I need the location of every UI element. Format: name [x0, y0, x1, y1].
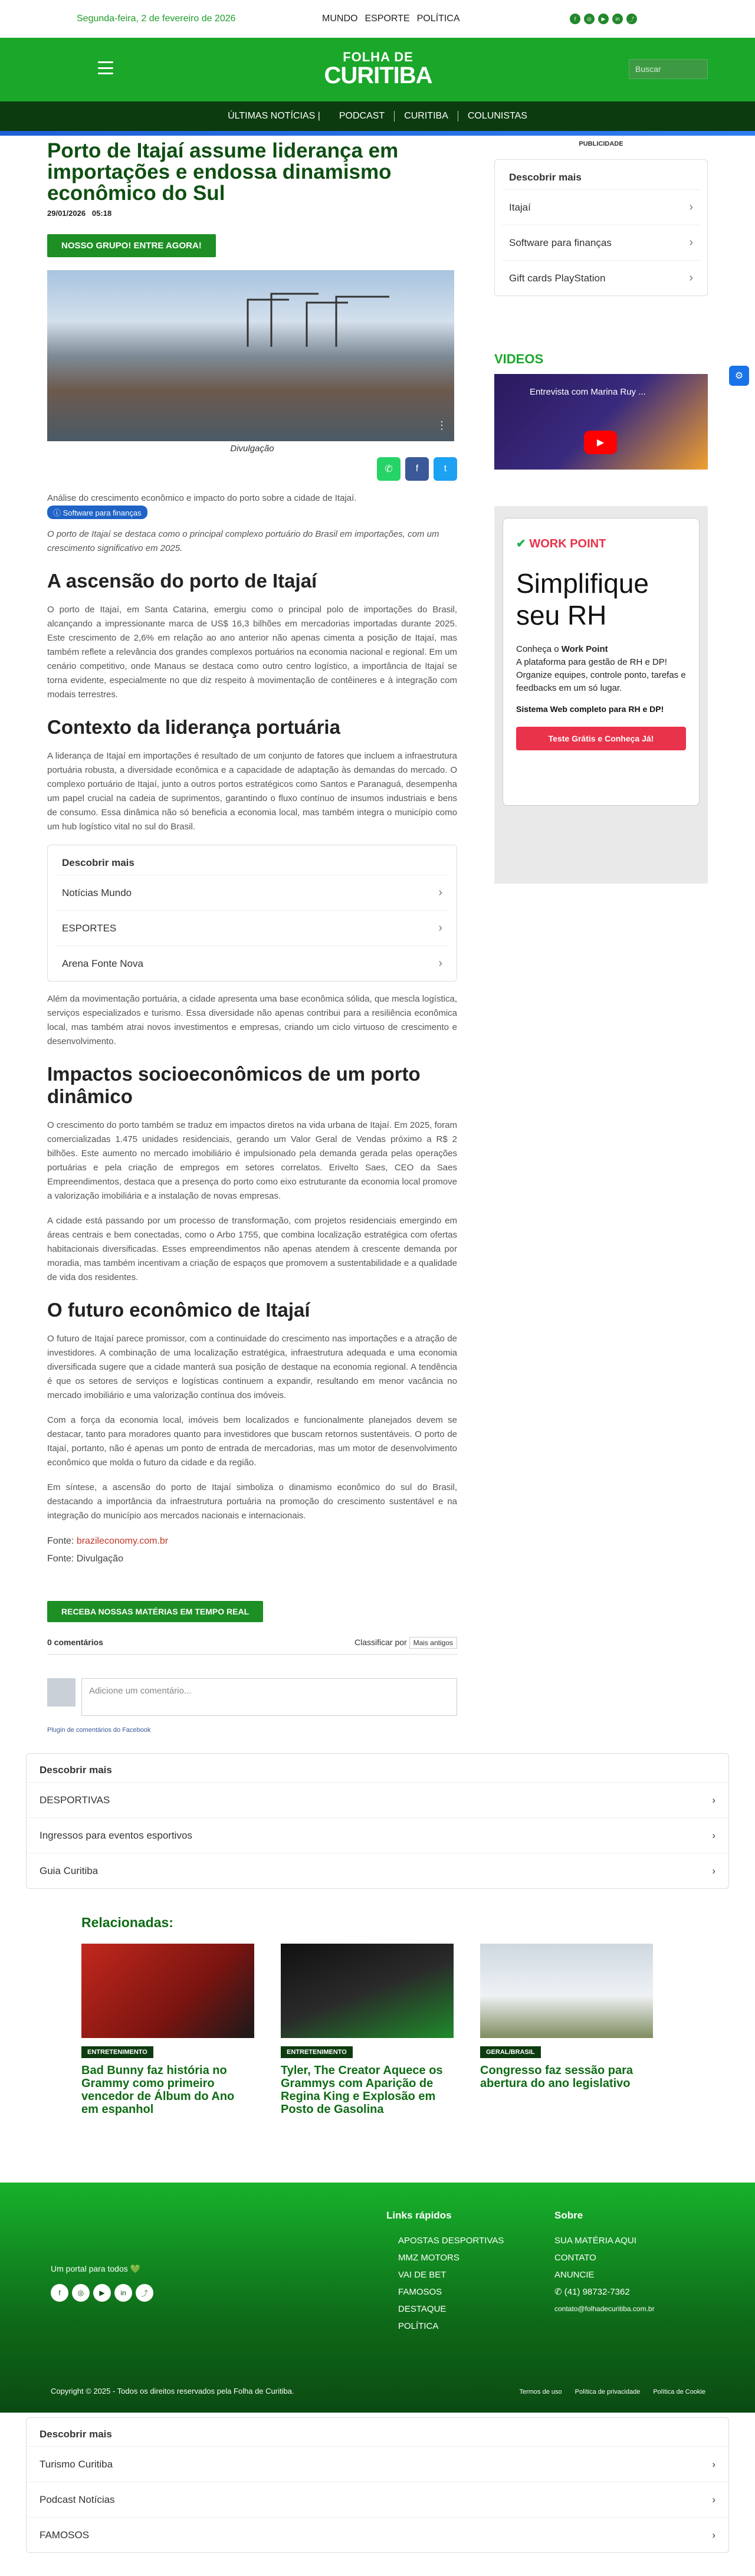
chevron-right-icon: ›	[689, 201, 693, 214]
topic-tag-label: Software para finanças	[63, 508, 142, 517]
article-date: 29/01/2026	[47, 209, 86, 218]
footer-phone: ✆ (41) 98732-7362	[554, 2287, 630, 2297]
video-player[interactable]	[494, 374, 708, 470]
article-meta	[47, 209, 457, 218]
discover-item[interactable]: Notícias Mundo ›	[55, 875, 449, 910]
discover-bottom	[26, 2417, 729, 2553]
share-icon[interactable]: ⤴	[626, 14, 637, 24]
sidebar-discover	[494, 159, 708, 296]
share-buttons	[47, 457, 457, 481]
paragraph: Em síntese, a ascensão do porto de Itajaí simboliza o dinamismo econômico do sul do Brasil, destacando a importância da infraestrutura portuária na promoção do crescimento sustentável e na integração do município aos mercados nacionais e internacionais.	[47, 1482, 457, 1521]
linkedin-icon[interactable]: in	[114, 2284, 132, 2302]
topic-tag[interactable]: ⓘ Software para finanças	[47, 506, 147, 519]
discover-item[interactable]: Podcast Notícias ›	[27, 2482, 728, 2517]
source-link[interactable]: brazileconomy.com.br	[76, 1536, 169, 1546]
card-image	[81, 1944, 254, 2038]
discover-title: Descobrir mais	[40, 1764, 112, 1776]
youtube-icon[interactable]: ▶	[598, 14, 609, 24]
footer-tagline: Um portal para todos 💚	[51, 2264, 141, 2273]
image-caption: Divulgação	[230, 444, 274, 454]
discover-item[interactable]: Ingressos para eventos esportivos ›	[27, 1817, 728, 1853]
footer-link[interactable]: CONTATO	[554, 2253, 596, 2263]
discover-item[interactable]: Gift cards PlayStation ›	[502, 260, 700, 296]
card-title: Tyler, The Creator Aquece os Grammys com Aparição de Regina King e Explosão em Posto de Gasolina	[281, 2064, 443, 2116]
article	[47, 140, 457, 1734]
footer-link[interactable]: VAI DE BET	[398, 2270, 447, 2280]
ad-banner[interactable]	[494, 506, 708, 884]
footer-link[interactable]: POLÍTICA	[398, 2321, 439, 2331]
ad-brand: ✔ WORK POINT	[516, 537, 606, 550]
youtube-icon[interactable]: ▶	[93, 2284, 111, 2302]
nav-ultimas-noticias[interactable]: ÚLTIMAS NOTÍCIAS |	[228, 111, 320, 121]
videos-title: VIDEOS	[494, 352, 544, 366]
chevron-right-icon: ›	[438, 886, 442, 899]
chevron-right-icon: ›	[712, 2458, 715, 2470]
footer-about-title: Sobre	[554, 2210, 583, 2221]
footer-email[interactable]: contato@folhadecuritiba.com.br	[554, 2305, 655, 2313]
ad-headline: Simplifique seu RH	[516, 568, 649, 631]
related-card[interactable]	[480, 1944, 653, 2116]
copyright: Copyright © 2025 - Todos os direitos reservados pela Folha de Curitiba.	[51, 2387, 294, 2395]
comment-input[interactable]: Adicione um comentário...	[81, 1678, 457, 1716]
terms-link[interactable]: Termos de uso	[519, 2388, 562, 2395]
footer-link[interactable]: ANUNCIE	[554, 2270, 595, 2280]
instagram-icon[interactable]: ◎	[584, 14, 595, 24]
footer-link[interactable]: APOSTAS DESPORTIVAS	[398, 2236, 504, 2246]
card-category: ENTRETENIMENTO	[81, 2046, 153, 2058]
paragraph: Com a força da economia local, imóveis bem localizados e funcionalmente planejados devem se destacar, tanto para moradores quanto para investidores que buscam retornos sustentáveis. O porto de Itajaí, portanto, não é apenas um ponto de entrada de mercadorias, mas um motor de desenvolvimento econômico que molda o futuro da cidade e da região.	[47, 1415, 457, 1468]
paragraph: Além da movimentação portuária, a cidade apresenta uma base econômica sólida, que mescla logística, serviços especializados e turismo. Essa diversidade não apenas contribui para a resiliência econômica local, mas também atrai novos investimentos e empresas, criando um ciclo virtuoso de crescimento e desenvolvimento.	[47, 994, 457, 1046]
comments-header: 0 comentários Classificar por Mais antigos	[47, 1638, 457, 1655]
paragraph: A cidade está passando por um processo de transformação, com projetos residenciais emergindo em áreas centrais e bem conectadas, como o Arbo 1755, que combina localização estratégica com ofertas habitacionais diversificadas. Esses empreendimentos não apenas atendem à crescente demanda por moradia, mas também incentivam a criação de espaços que promovem a sustentabilidade e a qualidade de vida dos residentes.	[47, 1216, 457, 1282]
play-icon[interactable]: ▶	[584, 431, 617, 454]
ad-label: PUBLICIDADE	[579, 140, 623, 147]
avatar	[47, 1678, 76, 1707]
comment-form	[47, 1678, 457, 1716]
share-icon[interactable]: ⤴	[136, 2284, 153, 2302]
related-card[interactable]	[281, 1944, 454, 2116]
site-logo[interactable]	[316, 51, 440, 87]
facebook-plugin-link[interactable]: Plugin de comentários do Facebook	[47, 1727, 151, 1734]
top-nav	[322, 14, 460, 24]
sort-select[interactable]: Mais antigos	[409, 1637, 457, 1649]
chevron-right-icon: ›	[712, 1865, 715, 1876]
source: Fonte: brazileconomy.com.br	[47, 1536, 169, 1546]
nav-curitiba[interactable]: CURITIBA	[404, 111, 448, 121]
ad-cta-button[interactable]: Teste Grátis e Conheça Já!	[516, 727, 686, 750]
chevron-right-icon: ›	[689, 271, 693, 284]
translate-icon[interactable]: ⚙	[729, 366, 749, 386]
chevron-right-icon: ›	[712, 2529, 715, 2541]
facebook-share-icon[interactable]: f	[405, 457, 429, 481]
footer-link[interactable]: MMZ MOTORS	[398, 2253, 459, 2263]
instagram-icon[interactable]: ◎	[72, 2284, 90, 2302]
discover-title: Descobrir mais	[509, 172, 582, 183]
ad-bold: Sistema Web completo para RH e DP!	[516, 704, 664, 714]
comments	[47, 1638, 457, 1734]
ad-text: Conheça o Work Point A plataforma para gestão de RH e DP! Organize equipes, controle ponto, tarefas e feedbacks em um só lugar.	[516, 644, 686, 693]
discover-title: Descobrir mais	[62, 857, 134, 868]
realtime-button[interactable]: RECEBA NOSSAS MATÉRIAS EM TEMPO REAL	[47, 1601, 263, 1622]
main-nav	[0, 101, 755, 131]
discover-item[interactable]: Guia Curitiba ›	[27, 1853, 728, 1888]
discover-wide	[26, 1753, 729, 1889]
whatsapp-icon: ✆	[554, 2287, 562, 2297]
discover-item[interactable]: Itajaí ›	[502, 189, 700, 225]
card-image	[480, 1944, 653, 2038]
menu-icon[interactable]	[98, 61, 113, 74]
facebook-icon[interactable]: f	[570, 14, 580, 24]
chevron-right-icon: ›	[712, 2493, 715, 2505]
card-title: Bad Bunny faz história no Grammy como primeiro vencedor de Álbum do Ano em espanhol	[81, 2064, 235, 2116]
related-card[interactable]	[81, 1944, 254, 2116]
legal-links	[519, 2388, 705, 2395]
discover-item[interactable]: Software para finanças ›	[502, 225, 700, 260]
chevron-right-icon: ›	[712, 1794, 715, 1806]
site-header	[0, 38, 755, 101]
top-bar	[0, 0, 755, 38]
section-heading: A ascensão do porto de Itajaí	[47, 570, 317, 592]
paragraph: A liderança de Itajaí em importações é resultado de um conjunto de fatores que incluem a infraestrutura portuária robusta, a diversidade econômica e a capacidade de adaptação às demandas do mercado. O complexo portuário de Itajaí, junto a outros portos estratégicos como Santos e Paranaguá, desempenha um papel crucial na cadeia de suprimentos, garantindo o fluxo contínuo de insumos industriais e bens de consumo. Essa dinâmica não só beneficia a economia local, mas também integra o município como um hub logístico vital no sul do Brasil.	[47, 751, 457, 832]
sidebar	[494, 140, 708, 884]
footer-social	[51, 2284, 153, 2302]
discover-item[interactable]: Arena Fonte Nova ›	[55, 946, 449, 981]
discover-item[interactable]: Turismo Curitiba ›	[27, 2446, 728, 2482]
paragraph: O futuro de Itajaí parece promissor, com a continuidade do crescimento nas importações e a atração de investidores. A combinação de uma localização estratégica, infraestrutura adequada e uma economia diversificada sugere que a cidade manterá sua posição de destaque na economia regional. A tendência é que os setores de serviços e logísticas continuem a expandir, resultando em menor vacância no mercado imobiliário e uma valorização contínua dos imóveis.	[47, 1334, 457, 1400]
accent-line	[0, 131, 755, 136]
article-image	[47, 270, 454, 441]
top-social	[570, 14, 637, 24]
more-icon[interactable]: ⋮	[436, 419, 447, 431]
cookie-link[interactable]: Política de Cookie	[653, 2388, 705, 2395]
footer-link[interactable]: FAMOSOS	[398, 2287, 442, 2297]
join-group-button[interactable]: NOSSO GRUPO! ENTRE AGORA!	[47, 234, 216, 257]
chevron-right-icon: ›	[438, 921, 442, 934]
discover-item[interactable]: ESPORTES ›	[55, 910, 449, 946]
footer-link[interactable]: DESTAQUE	[398, 2304, 447, 2314]
section-heading: Impactos socioeconômicos de um porto dinâmico	[47, 1063, 421, 1107]
top-nav-esporte[interactable]: ESPORTE	[365, 14, 410, 24]
facebook-icon[interactable]: f	[51, 2284, 68, 2302]
card-title: Congresso faz sessão para abertura do ano legislativo	[480, 2064, 633, 2090]
search-input[interactable]: Buscar	[629, 59, 708, 79]
chevron-right-icon: ›	[438, 957, 442, 970]
section-heading: O futuro econômico de Itajaí	[47, 1299, 310, 1321]
chevron-right-icon: ›	[712, 1829, 715, 1841]
footer-links	[386, 2210, 504, 2335]
logo-top: FOLHA DE	[343, 50, 413, 64]
current-date: Segunda-feira, 2 de fevereiro de 2026	[77, 14, 236, 24]
source-2: Fonte: Divulgação	[47, 1554, 123, 1564]
discover-title: Descobrir mais	[40, 2429, 112, 2440]
nav-podcast[interactable]: PODCAST	[339, 111, 385, 121]
footer-links-title: Links rápidos	[386, 2210, 452, 2221]
footer-link[interactable]: SUA MATÉRIA AQUI	[554, 2236, 636, 2246]
related	[81, 1915, 671, 2116]
discover-item[interactable]: FAMOSOS ›	[27, 2517, 728, 2552]
footer-about	[554, 2210, 655, 2318]
card-image	[281, 1944, 454, 2038]
linkedin-icon[interactable]: in	[612, 14, 623, 24]
section-heading: Contexto da liderança portuária	[47, 716, 340, 738]
discover-box	[47, 845, 457, 982]
top-nav-mundo[interactable]: MUNDO	[322, 14, 358, 24]
top-nav-politica[interactable]: POLÍTICA	[416, 14, 460, 24]
cranes-graphic	[236, 288, 401, 347]
paragraph: O porto de Itajaí, em Santa Catarina, emergiu como o principal polo de importações do Brasil, alcançando a impressionante marca de US$ 16,3 bilhões em mercadorias importadas durante 2025. Este crescimento de 2,6% em relação ao ano anterior não apenas cimenta a posição de Itajaí, mas também reflete a relevância dos grandes complexos portuários na economia nacional e regional. Em um cenário competitivo, onde Manaus se destaca como outro centro logístico, a importância de Itajaí se torna evidente, especialmente no que diz respeito à movimentação de contêineres e à integração com modais terrestres.	[47, 605, 457, 700]
article-time: 05:18	[91, 209, 112, 218]
related-title: Relacionadas:	[81, 1915, 173, 1930]
card-category: ENTRETENIMENTO	[281, 2046, 353, 2058]
whatsapp-icon[interactable]: ✆	[377, 457, 401, 481]
twitter-icon[interactable]: t	[434, 457, 457, 481]
card-category: GERAL/BRASIL	[480, 2046, 541, 2058]
article-intro: Análise do crescimento econômico e impacto do porto sobre a cidade de Itajaí.	[47, 493, 357, 503]
video-title: Entrevista com Marina Ruy ...	[530, 387, 646, 397]
nav-colunistas[interactable]: COLUNISTAS	[467, 111, 527, 121]
article-title: Porto de Itajaí assume liderança em importações e endossa dinamismo econômico do Sul	[47, 139, 399, 205]
chevron-right-icon: ›	[689, 236, 693, 249]
discover-item[interactable]: DESPORTIVAS ›	[27, 1782, 728, 1817]
article-lead: O porto de Itajaí se destaca como o principal complexo portuário do Brasil em importações, com um crescimento significativo em 2025.	[47, 529, 439, 553]
footer	[0, 2183, 755, 2413]
privacy-link[interactable]: Política de privacidade	[575, 2388, 641, 2395]
comment-count: 0 comentários	[47, 1638, 103, 1647]
paragraph: O crescimento do porto também se traduz em impactos diretos na vida urbana de Itajaí. Em 2025, foram comercializadas 1.475 unidades residenciais, gerando um Valor Geral de Vendas próximo a R$ 2 bilhões. Este aumento no mercado imobiliário é impulsionado pela demanda gerada pelas operações portuárias e pela criação de empregos em setores correlatos. Erivelto Saes, CEO da Saes Empreendimentos, destaca que a presença do porto como eixo estruturante da economia local promove a valorização imobiliária e a instalação de novas empresas.	[47, 1120, 457, 1201]
logo-bottom: CURITIBA	[324, 63, 432, 88]
